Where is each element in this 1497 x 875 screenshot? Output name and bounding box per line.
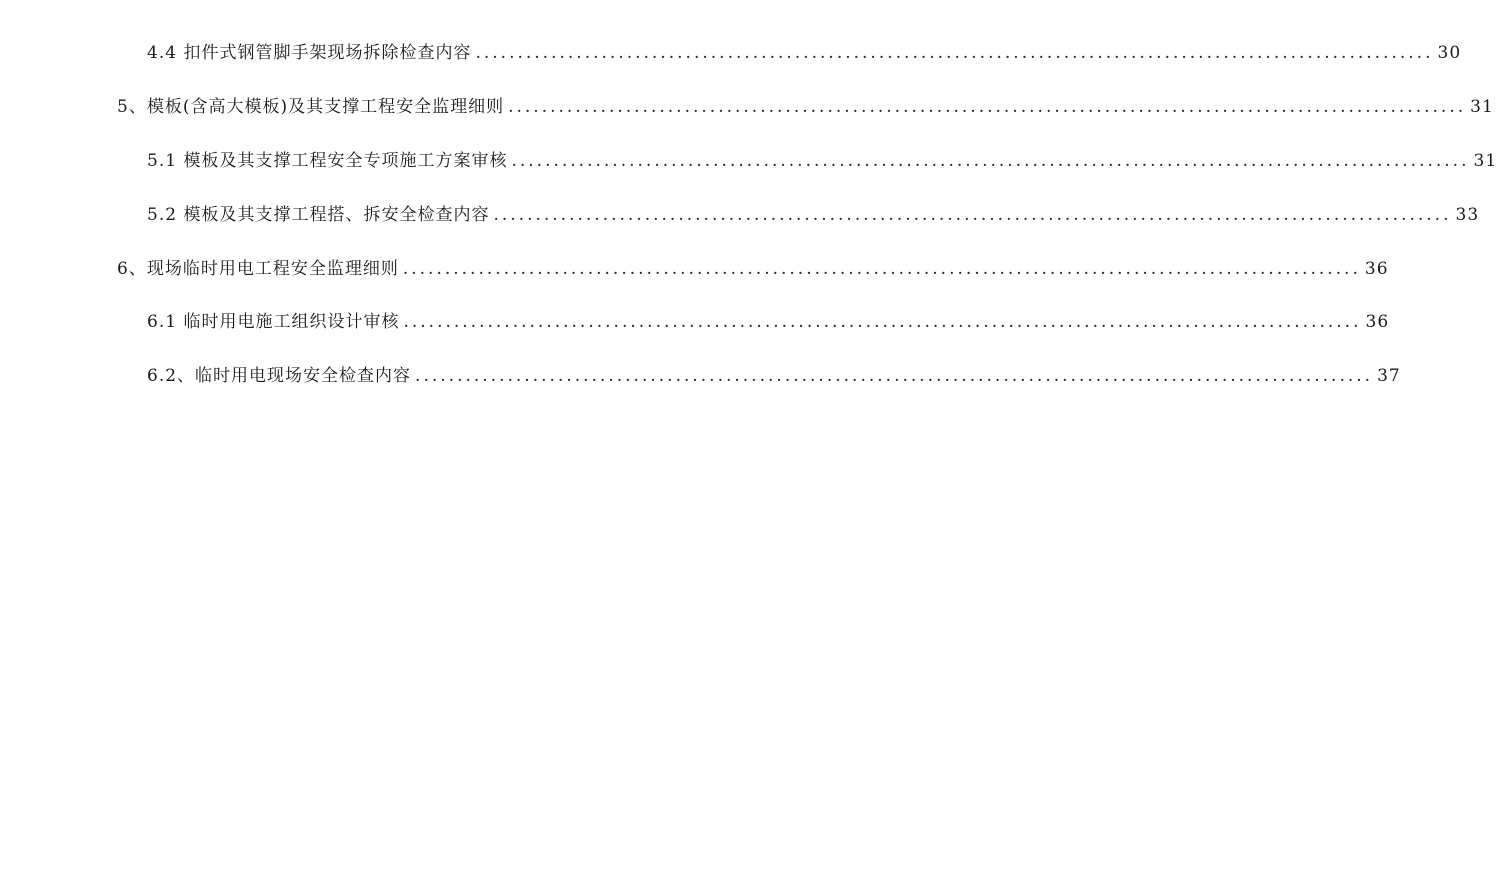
- toc-entry-title: 6.2、临时用电现场安全检查内容: [147, 366, 412, 386]
- dot-leader: ..................................................................................................................: [493, 205, 1452, 225]
- toc-entry-title: 6.1 临时用电施工组织设计审核: [147, 312, 400, 332]
- toc-entry[interactable]: [147, 357, 1401, 387]
- toc-entry-title: 6、现场临时用电工程安全监理细则: [117, 259, 399, 279]
- toc-entry-title: 4.4 扣件式钢管脚手架现场拆除检查内容: [147, 43, 472, 63]
- dot-leader: ..................................................................................................................: [402, 259, 1361, 279]
- toc-entry-page-number: 31: [1473, 151, 1497, 171]
- toc-entry[interactable]: [117, 250, 1389, 280]
- toc-entry-page-number: 36: [1365, 312, 1390, 332]
- toc-entry-page-number: 31: [1470, 97, 1494, 117]
- toc-entry-title: 5、模板(含高大模板)及其支撑工程安全监理细则: [117, 97, 505, 117]
- toc-entry-page-number: 33: [1455, 205, 1480, 225]
- dot-leader: ..................................................................................................................: [475, 43, 1434, 63]
- toc-entry-page-number: 30: [1437, 43, 1462, 63]
- dot-leader: ..................................................................................................................: [415, 366, 1374, 386]
- toc-entry-title: 5.1 模板及其支撑工程安全专项施工方案审核: [147, 151, 508, 171]
- toc-entry[interactable]: [147, 142, 1497, 172]
- toc-entry-page-number: 36: [1364, 259, 1389, 279]
- toc-entry[interactable]: [147, 196, 1480, 226]
- toc-entry-title: 5.2 模板及其支撑工程搭、拆安全检查内容: [147, 205, 490, 225]
- toc-entry[interactable]: [117, 88, 1494, 118]
- dot-leader: ..................................................................................................................: [511, 151, 1470, 171]
- dot-leader: ..................................................................................................................: [508, 97, 1467, 117]
- dot-leader: ..................................................................................................................: [403, 312, 1362, 332]
- toc-entry[interactable]: [147, 34, 1462, 64]
- toc-entry[interactable]: [147, 303, 1390, 333]
- toc-entry-page-number: 37: [1377, 366, 1401, 386]
